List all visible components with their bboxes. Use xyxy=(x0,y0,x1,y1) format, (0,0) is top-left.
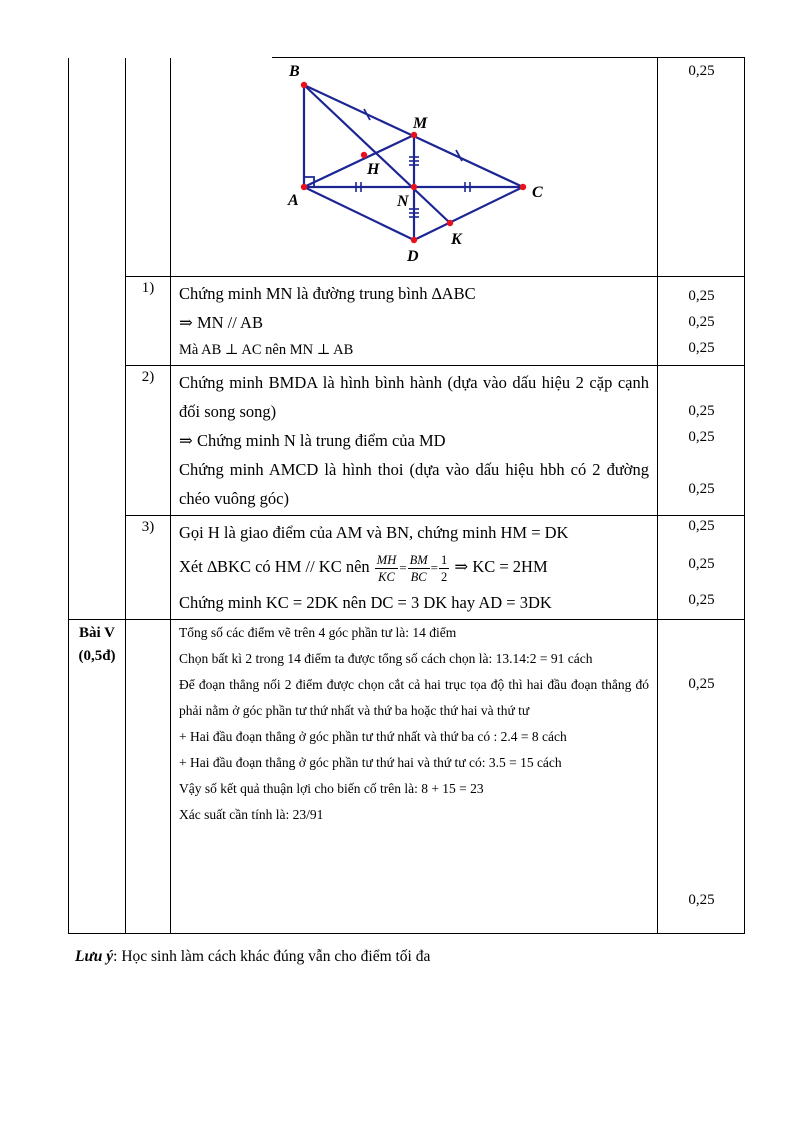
score: 0,25 xyxy=(688,288,715,304)
label-k: K xyxy=(451,231,462,248)
part2-row xyxy=(69,366,745,516)
fraction-one-half xyxy=(439,552,449,585)
score: 0,25 xyxy=(688,481,715,497)
text-line: Vậy số kết quả thuận lợi cho biến cố trên là: 8 + 15 = 23 xyxy=(179,781,484,796)
fraction-mh-kc xyxy=(375,552,398,585)
figure-num-cell xyxy=(126,58,171,277)
table-top-gap-left xyxy=(67,52,272,58)
segment-am xyxy=(304,135,414,187)
score: 0,25 xyxy=(688,314,715,330)
label-h: H xyxy=(367,161,380,178)
part2-content xyxy=(171,366,658,516)
score: 0,25 xyxy=(688,340,715,356)
part-number: 3) xyxy=(126,516,171,620)
score: 0,25 xyxy=(688,556,715,572)
figure-row xyxy=(69,58,745,277)
bai5-num-cell xyxy=(126,620,171,934)
footer-note xyxy=(75,948,430,966)
note-label: Lưu ý xyxy=(75,948,114,965)
point-c xyxy=(520,184,526,190)
fraction-numerator: 1 xyxy=(441,552,448,567)
text-line: Chứng minh BMDA là hình bình hành (dựa vào dấu hiệu 2 cặp cạnh đối song song) xyxy=(179,373,649,421)
text-line: + Hai đầu đoạn thẳng ở góc phần tư thứ hai và thứ tư có: 3.5 = 15 cách xyxy=(179,755,562,770)
part-number: 1) xyxy=(126,277,171,366)
equals-sign: = xyxy=(430,560,438,575)
score: 0,25 xyxy=(688,892,715,908)
ratio-line xyxy=(179,547,649,588)
point-k xyxy=(447,220,453,226)
part3-score-cell xyxy=(658,516,745,620)
label-a: A xyxy=(288,192,299,209)
score: 0,25 xyxy=(688,63,715,79)
fraction-denominator: 2 xyxy=(441,569,448,584)
figure-score-cell xyxy=(658,58,745,277)
label-d: D xyxy=(407,248,419,265)
text-line: Xác suất cần tính là: 23/91 xyxy=(179,807,324,822)
note-text: : Học sinh làm cách khác đúng vẫn cho điểm tối đa xyxy=(113,948,431,965)
point-h xyxy=(361,152,367,158)
bai5-content xyxy=(171,620,658,934)
segment-dc xyxy=(414,187,523,240)
part1-row xyxy=(69,277,745,366)
label-c: C xyxy=(532,184,543,201)
diagram-lines xyxy=(304,85,523,240)
text-line: Tổng số các điểm vẽ trên 4 góc phần tư là: 14 điểm xyxy=(179,625,457,640)
part-number: 2) xyxy=(126,366,171,516)
ratio-prefix: Xét ∆BKC có HM // KC nên xyxy=(179,557,370,576)
score: 0,25 xyxy=(688,518,715,534)
point-a xyxy=(301,184,307,190)
part3-content xyxy=(171,516,658,620)
part1-score-cell xyxy=(658,277,745,366)
text-line: Chứng minh MN là đường trung bình ∆ABC xyxy=(179,284,476,303)
ratio-suffix: ⇒ KC = 2HM xyxy=(454,557,548,576)
score: 0,25 xyxy=(688,429,715,445)
score: 0,25 xyxy=(688,592,715,608)
segment-bk xyxy=(304,85,450,223)
bai4-cell xyxy=(69,58,126,620)
point-m xyxy=(411,132,417,138)
score: 0,25 xyxy=(688,676,715,692)
bai5-title-cell xyxy=(69,620,126,934)
fraction-denominator: BC xyxy=(410,569,427,584)
part3-row xyxy=(69,516,745,620)
bai5-title: Bài V xyxy=(79,625,115,641)
table-top-gap-right xyxy=(553,52,745,57)
answer-table xyxy=(68,57,745,934)
text-line: Chứng minh AMCD là hình thoi (dựa vào dấu hiệu hbh có 2 đường chéo vuông góc) xyxy=(179,460,649,508)
geometry-diagram xyxy=(171,58,658,276)
part2-score-cell xyxy=(658,366,745,516)
text-line: + Hai đầu đoạn thẳng ở góc phần tư thứ nhất và thứ ba có : 2.4 = 8 cách xyxy=(179,729,567,744)
label-n: N xyxy=(397,193,409,210)
part1-content xyxy=(171,277,658,366)
fraction-numerator: MH xyxy=(376,552,397,567)
text-line: Chọn bất kì 2 trong 14 điểm ta được tổng số cách chọn là: 13.14:2 = 91 cách xyxy=(179,651,593,666)
text-line: Để đoạn thẳng nối 2 điểm được chọn cắt cả hai trục tọa độ thì hai đầu đoạn thẳng đó phải nằm ở góc phần tư thứ nhất và thứ ba hoặc thứ hai và thứ tư xyxy=(179,677,649,718)
fraction-bm-bc xyxy=(408,552,430,585)
figure-cell xyxy=(171,58,658,277)
score: 0,25 xyxy=(688,403,715,419)
label-b: B xyxy=(289,63,300,80)
bai5-points: (0,5đ) xyxy=(78,648,116,664)
fraction-numerator: BM xyxy=(409,552,428,567)
bai5-row xyxy=(69,620,745,934)
text-line: Chứng minh KC = 2DK nên DC = 3 DK hay AD = 3DK xyxy=(179,593,552,612)
text-line: Mà AB ⊥ AC nên MN ⊥ AB xyxy=(179,342,354,358)
equals-sign: = xyxy=(399,560,407,575)
fraction-denominator: KC xyxy=(378,569,395,584)
point-d xyxy=(411,237,417,243)
bai5-score-cell xyxy=(658,620,745,934)
point-b xyxy=(301,82,307,88)
label-m: M xyxy=(413,115,428,132)
point-n xyxy=(411,184,417,190)
text-line: ⇒ Chứng minh N là trung điểm của MD xyxy=(179,431,446,450)
text-line: ⇒ MN // AB xyxy=(179,313,263,332)
text-line: Gọi H là giao điểm của AM và BN, chứng minh HM = DK xyxy=(179,523,569,542)
